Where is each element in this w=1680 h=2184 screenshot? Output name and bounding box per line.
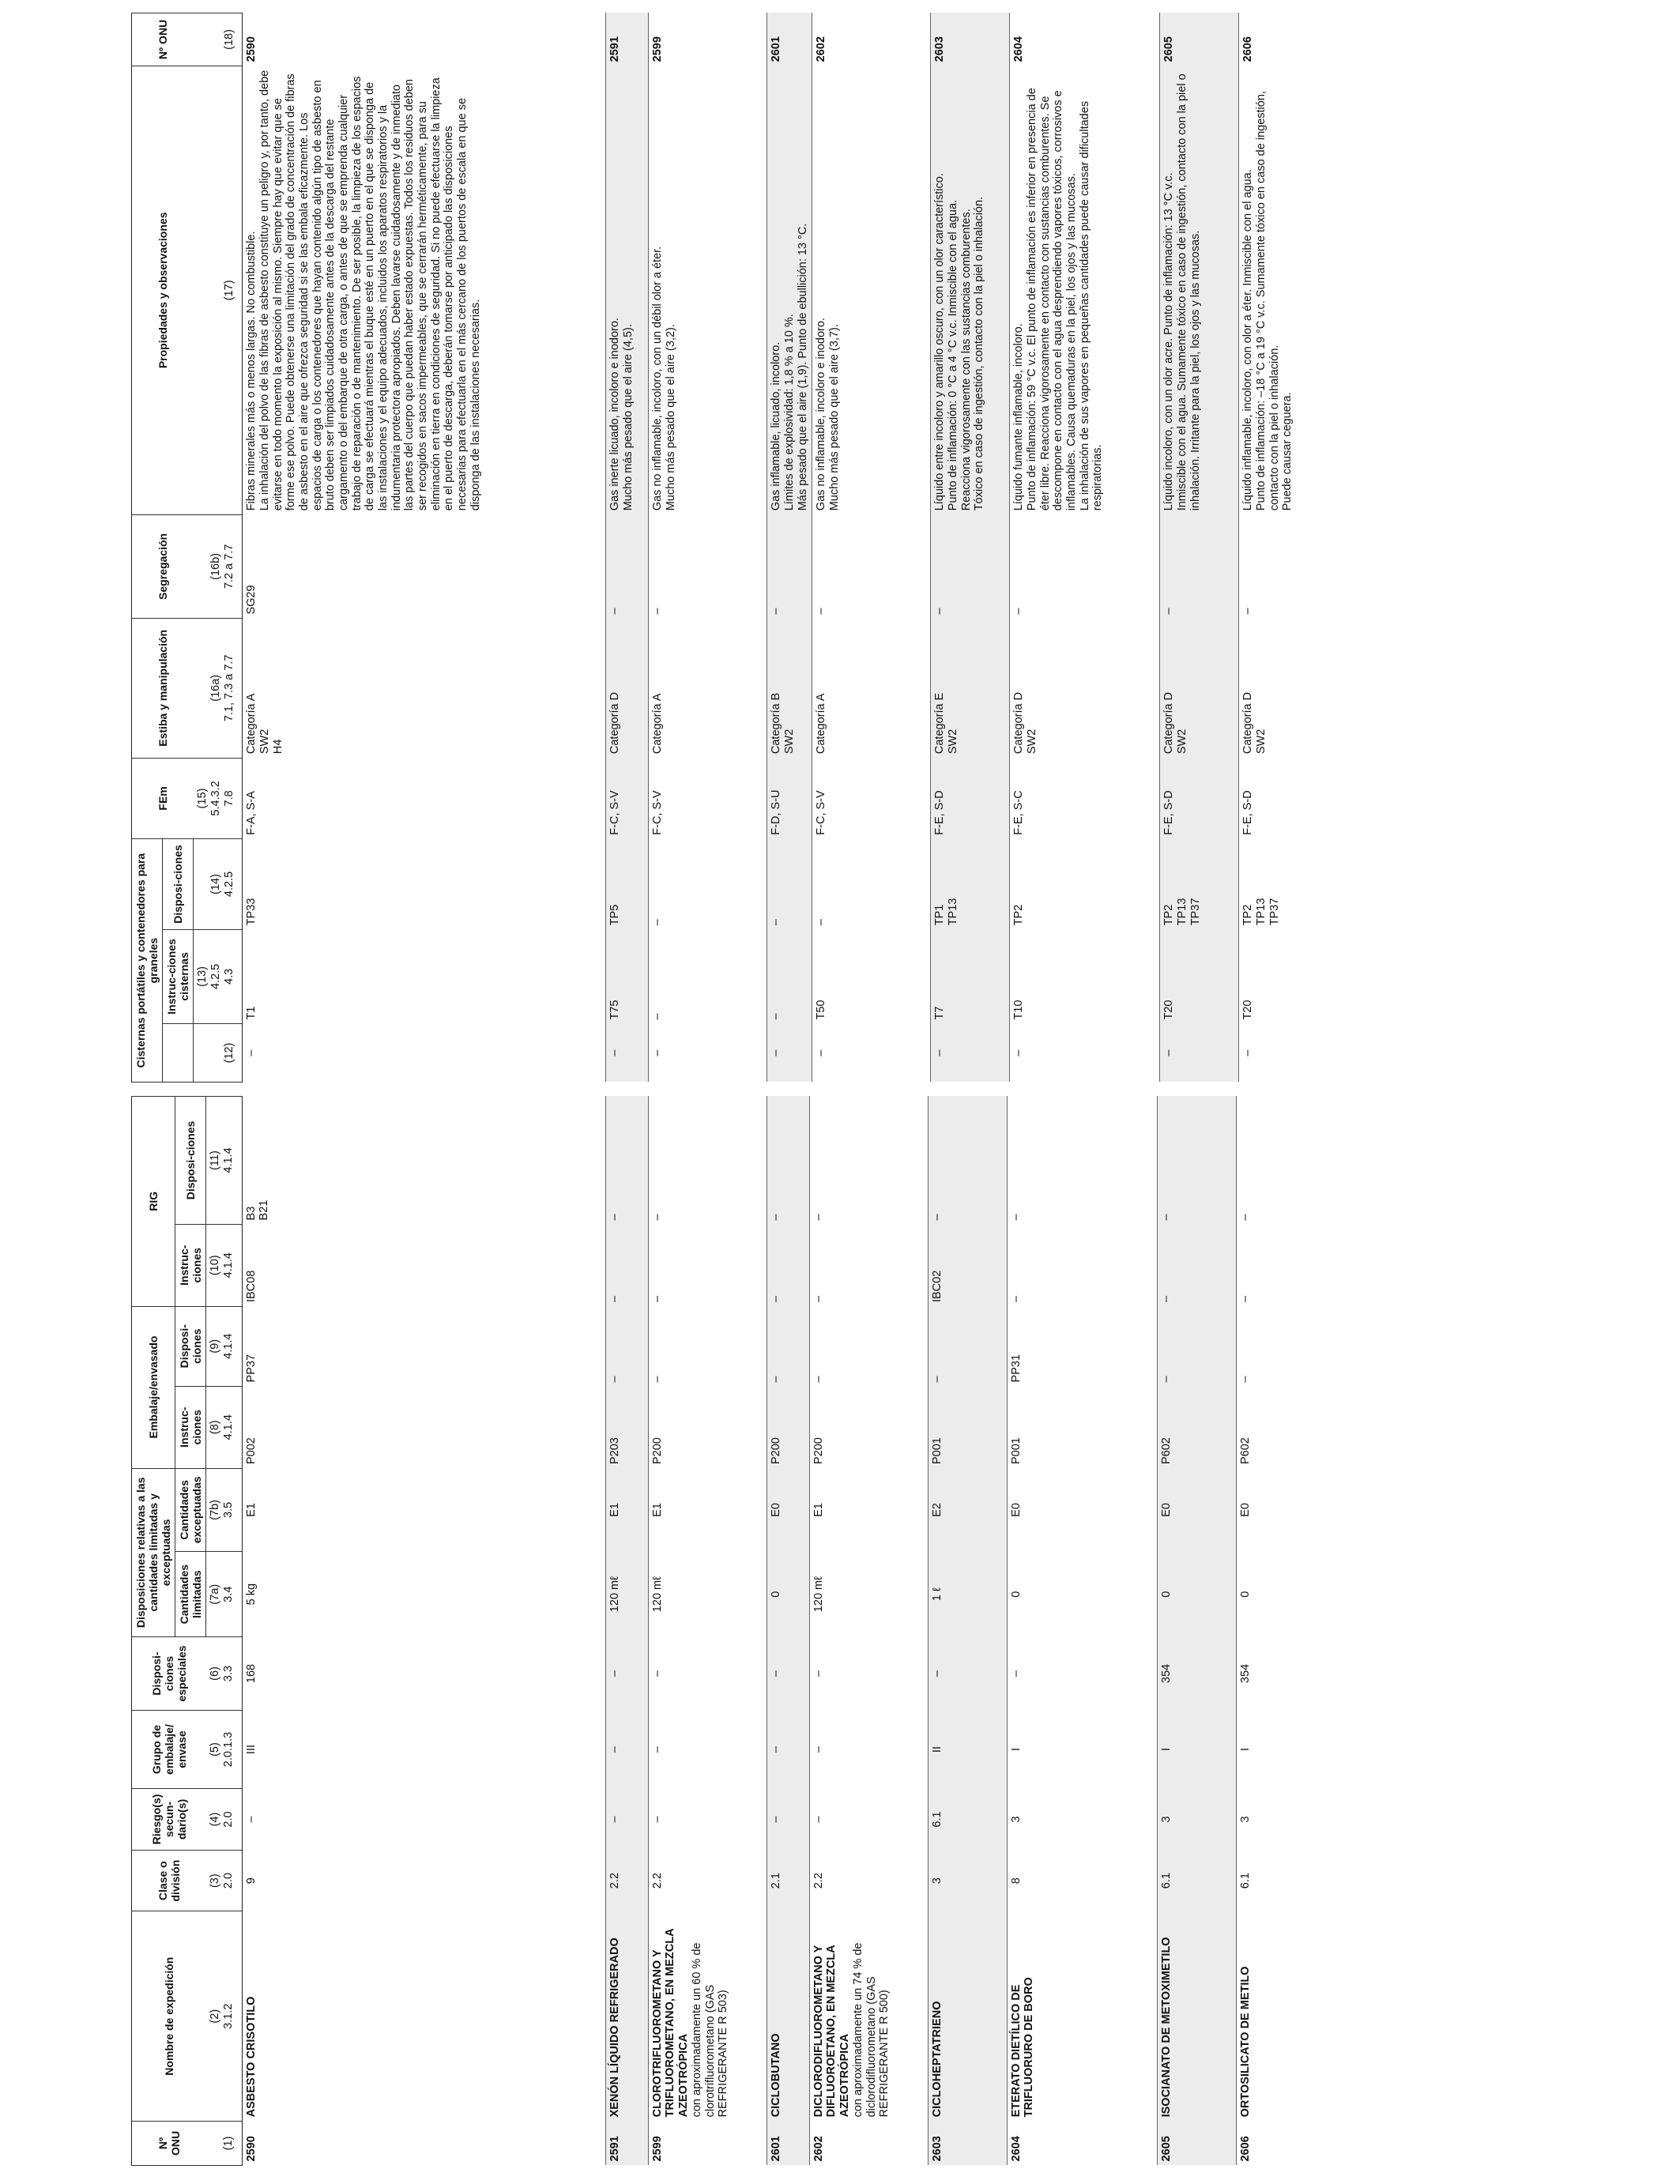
row-lq: 120 mℓ	[809, 1552, 928, 1637]
row-tank-prov: TP2 TP13 TP37	[1239, 839, 1315, 930]
row-pack-prov: –	[767, 1306, 809, 1386]
row-pack-instr: P200	[648, 1386, 767, 1468]
row-ems: F-E, S-C	[1010, 758, 1160, 839]
row-sp: –	[1007, 1637, 1157, 1711]
row-name	[767, 1911, 809, 2121]
row-props: Líquido incoloro, con un olor acre. Punto de inflamación: 13 °C v.c. Inmiscible con el agua. Sumamente tóxico en caso de ingestión, contacto con la piel o inhalación. Irritante para la piel, los ojos y las mucosas.	[1160, 66, 1239, 514]
row-stow: Categoría D	[606, 619, 649, 759]
table-row	[812, 13, 931, 1083]
header-tank-instr: Instruc-ciones cisternas	[163, 929, 194, 1023]
row-ibc-instr: –	[605, 1224, 648, 1306]
colnum-14: (14) 4.2.5	[194, 839, 243, 930]
colnum-15: (15) 5.4.3.2 7.8	[194, 758, 243, 839]
row-ibc-instr: –	[1157, 1224, 1236, 1306]
row-pg: I	[1157, 1710, 1236, 1788]
row-un: 2599	[648, 2121, 767, 2165]
row-tank-instr: T20	[1239, 929, 1315, 1023]
row-lq: 0	[1236, 1552, 1312, 1637]
row-tank-prov: –	[812, 839, 931, 930]
row-ibc-prov: –	[809, 1097, 928, 1225]
row-stow: Categoría A SW2 H4	[243, 619, 606, 759]
row-class: 9	[242, 1850, 605, 1911]
colnum-10: (10) 4.1.4	[206, 1224, 242, 1306]
table-row	[1236, 1097, 1312, 2166]
row-tank-prov: TP1 TP13	[931, 839, 1010, 930]
row-pg: –	[767, 1710, 809, 1788]
row-pack-instr: P200	[767, 1386, 809, 1468]
row-pack-instr: P200	[809, 1386, 928, 1468]
row-ems: F-E, S-D	[931, 758, 1010, 839]
row-seg: SG29	[243, 514, 606, 618]
row-props: Líquido entre incoloro y amarillo oscuro, con un olor característico. Punto de inflamación: 0 °C a 4 °C v.c. Inmiscible con el agua. Reacciona vigorosamente con las sustancias comburentes. Tóxico en caso de ingestión, contacto con la piel o inhalación.	[931, 66, 1010, 514]
row-name-sub: con aproximadamente un 74 % de diclorodifluorometano (GAS REFRIGERANTE R 500)	[851, 1942, 891, 2118]
header-class: Clase o división	[132, 1850, 206, 1911]
row-seg: –	[1160, 514, 1239, 618]
row-lq: 120 mℓ	[648, 1552, 767, 1637]
row-props: Gas inerte licuado, incoloro e inodoro. Mucho más pesado que el aire (4,5).	[606, 66, 649, 514]
row-class: 6.1	[1236, 1850, 1312, 1911]
left-table-block	[131, 1096, 1312, 2166]
row-un: 2606	[1236, 2121, 1312, 2165]
header-ibc-instr: Instruc-ciones	[175, 1224, 206, 1306]
row-eq: E1	[809, 1468, 928, 1552]
row-c12: –	[1160, 1024, 1239, 1083]
colnum-1: (1)	[206, 2121, 242, 2165]
colnum-11: (11) 4.1.4	[206, 1097, 242, 1225]
row-eq: E0	[1236, 1468, 1312, 1552]
colnum-7a: (7a) 3.4	[206, 1552, 242, 1637]
row-risk: 3	[1236, 1789, 1312, 1851]
colnum-9: (9) 4.1.4	[206, 1306, 242, 1386]
row-ems: F-C, S-V	[812, 758, 931, 839]
row-ibc-prov: –	[928, 1097, 1007, 1225]
row-c12: –	[1010, 1024, 1160, 1083]
row-tank-instr: T20	[1160, 929, 1239, 1023]
table-row	[605, 1097, 648, 2166]
row-ems: F-C, S-V	[606, 758, 649, 839]
row-class: 8	[1007, 1850, 1157, 1911]
row-un-right: 2606	[1239, 13, 1315, 66]
row-pg: III	[242, 1710, 605, 1788]
header-tanks: Cisternas portátiles y contenedores para graneles	[132, 839, 163, 1083]
table-row	[243, 13, 606, 1083]
row-risk: –	[809, 1789, 928, 1851]
row-lq: 120 mℓ	[605, 1552, 648, 1637]
table-row	[767, 13, 812, 1083]
colnum-5: (5) 2.0.1.3	[206, 1710, 242, 1788]
row-name	[809, 1911, 928, 2121]
row-name-main: ETERATO DIETÍLICO DE TRIFLUORURO DE BORO	[1009, 1977, 1036, 2118]
header-properties: Propiedades y observaciones	[132, 66, 194, 514]
row-risk: 3	[1007, 1789, 1157, 1851]
row-sp: 354	[1236, 1637, 1312, 1711]
colnum-2: (2) 3.1.2	[206, 1911, 242, 2121]
row-class: 3	[928, 1850, 1007, 1911]
row-tank-prov: –	[767, 839, 812, 930]
row-tank-instr: T7	[931, 929, 1010, 1023]
row-stow: Categoría E SW2	[931, 619, 1010, 759]
row-lq: 0	[1157, 1552, 1236, 1637]
header-un: Nº ONU	[132, 2121, 206, 2165]
row-un: 2605	[1157, 2121, 1236, 2165]
row-pack-instr: P602	[1157, 1386, 1236, 1468]
table-row	[931, 13, 1010, 1083]
row-sp: –	[809, 1637, 928, 1711]
header-tank-prov: Disposi-ciones	[163, 839, 194, 930]
row-ibc-prov: B3 B21	[242, 1097, 605, 1225]
row-un: 2591	[605, 2121, 648, 2165]
colnum-16a: (16a) 7.1, 7.3 a 7.7	[194, 619, 243, 759]
table-row	[1010, 13, 1160, 1083]
row-name-main: ISOCIANATO DE METOXIMETILO	[1159, 1937, 1173, 2118]
row-pack-instr: P001	[928, 1386, 1007, 1468]
row-props: Gas no inflamable, incoloro e inodoro. Mucho más pesado que el aire (3,7).	[812, 66, 931, 514]
row-sp: –	[767, 1637, 809, 1711]
row-tank-instr: T1	[243, 929, 606, 1023]
row-ibc-prov: –	[1007, 1097, 1157, 1225]
row-name-main: ASBESTO CRISOTILO	[244, 1996, 258, 2118]
row-tank-instr: T75	[606, 929, 649, 1023]
row-ems: F-E, S-D	[1160, 758, 1239, 839]
row-seg: –	[812, 514, 931, 618]
row-name	[1157, 1911, 1236, 2121]
row-sp: 354	[1157, 1637, 1236, 1711]
row-tank-prov: TP33	[243, 839, 606, 930]
row-ibc-instr: IBC02	[928, 1224, 1007, 1306]
right-table	[131, 13, 1315, 1083]
row-pack-instr: P001	[1007, 1386, 1157, 1468]
row-pack-instr: P002	[242, 1386, 605, 1468]
row-pack-instr: P203	[605, 1386, 648, 1468]
header-special-provisions: Disposi-ciones especiales	[132, 1637, 206, 1711]
row-risk: –	[648, 1789, 767, 1851]
colnum-7b: (7b) 3.5	[206, 1468, 242, 1552]
row-ibc-instr: –	[648, 1224, 767, 1306]
row-name	[1236, 1911, 1312, 2121]
row-props: Fibras minerales más o menos largas. No combustible. La inhalación del polvo de las fibras de asbesto constituye un peligro y, por tanto, debe evitarse en todo momento la exposición al mismo. Siempre hay que evitar que se forme ese polvo. Puede obtenerse una limitación del grado de concentración de fibras de asbesto en el aire que ofrezca seguridad si se las embala eficazmente. Los espacios de carga o los contenedores que hayan contenido algún tipo de asbesto en bruto deben ser limpiados cuidadosamente antes de la descarga del restante cargamento o del embarque de otra carga, o antes de que se emprenda cualquier trabajo de reparación o de mantenimiento. De ser posible, la limpieza de los espacios de carga se efectuará mientras el buque esté en un puerto en el que se disponga de las instalaciones y el equipo adecuados, incluidos los aparatos respiratorios y la indumentaria protectora apropiados. Deben lavarse cuidadosamente y de inmediato las partes del cuerpo que puedan haber estado expuestas. Todos los residuos deben ser recogidos en sacos impermeables, que se cerrarán herméticamente, para su eliminación en tierra en condiciones de seguridad. Si no puede efectuarse la limpieza en el puerto de descarga, deberán tomarse por anticipado las disposiciones necesarias para efectuarla en el más cercano de los puertos de escala en que se disponga de las instalaciones necesarias.	[243, 66, 606, 514]
row-seg: –	[1010, 514, 1160, 618]
table-row	[1160, 13, 1239, 1083]
row-ibc-instr: –	[1236, 1224, 1312, 1306]
colnum-3: (3) 2.0	[206, 1850, 242, 1911]
colnum-4: (4) 2.0	[206, 1789, 242, 1851]
row-class: 2.2	[648, 1850, 767, 1911]
row-risk: –	[605, 1789, 648, 1851]
row-un-right: 2603	[931, 13, 1010, 66]
table-row	[928, 1097, 1007, 2166]
header-name: Nombre de expedición	[132, 1911, 206, 2121]
row-name-main: XENÓN LÍQUIDO REFRIGERADO	[608, 1937, 621, 2118]
row-c12: –	[649, 1024, 767, 1083]
row-un-right: 2605	[1160, 13, 1239, 66]
header-pack-instr: Instruc-ciones	[175, 1386, 206, 1468]
row-pack-instr: P602	[1236, 1386, 1312, 1468]
row-risk: 3	[1157, 1789, 1236, 1851]
row-eq: E0	[1157, 1468, 1236, 1552]
row-ibc-instr: –	[767, 1224, 809, 1306]
row-props: Líquido inflamable, incoloro, con olor a éter. Inmiscible con el agua. Punto de inflamación: –18 °C a 19 °C v.c. Sumamente tóxico en caso de ingestión, contacto con la piel o inhalación. Puede causar ceguera.	[1239, 66, 1315, 514]
row-name	[242, 1911, 605, 2121]
row-c12: –	[1239, 1024, 1315, 1083]
row-pack-prov: PP31	[1007, 1306, 1157, 1386]
row-ems: F-E, S-D	[1239, 758, 1315, 839]
row-eq: E1	[648, 1468, 767, 1552]
colnum-12: (12)	[194, 1024, 243, 1083]
right-table-block	[131, 13, 1315, 1083]
row-ems: F-C, S-V	[649, 758, 767, 839]
row-tank-instr: T10	[1010, 929, 1160, 1023]
row-name	[605, 1911, 648, 2121]
row-tank-instr: –	[649, 929, 767, 1023]
row-name	[928, 1911, 1007, 2121]
row-pg: I	[1236, 1710, 1312, 1788]
row-un-right: 2601	[767, 13, 812, 66]
row-tank-prov: TP2	[1010, 839, 1160, 930]
row-c12: –	[243, 1024, 606, 1083]
row-ibc-prov: –	[767, 1097, 809, 1225]
row-c12: –	[606, 1024, 649, 1083]
row-name-main: DICLORODIFLUOROMETANO Y DIFLUOROETANO, EN MEZCLA AZEOTRÓPICA	[812, 1945, 852, 2118]
header-lq-group: Disposiciones relativas a las cantidades limitadas y exceptuadas	[132, 1468, 175, 1637]
row-un: 2602	[809, 2121, 928, 2165]
row-tank-prov: TP5	[606, 839, 649, 930]
header-blank	[163, 1024, 194, 1083]
header-stowage: Estiba y manipulación	[132, 619, 194, 759]
row-ibc-prov: –	[1157, 1097, 1236, 1225]
row-pack-prov: PP37	[242, 1306, 605, 1386]
header-ibc: RIG	[132, 1097, 175, 1307]
row-c12: –	[931, 1024, 1010, 1083]
row-name-main: CICLOHEPTATRIENO	[930, 2001, 944, 2118]
row-un: 2590	[242, 2121, 605, 2165]
colnum-17: (17)	[194, 66, 243, 514]
row-ems: F-D, S-U	[767, 758, 812, 839]
row-risk: –	[242, 1789, 605, 1851]
row-sp: –	[605, 1637, 648, 1711]
row-c12: –	[767, 1024, 812, 1083]
row-ibc-prov: –	[1236, 1097, 1312, 1225]
row-class: 2.2	[605, 1850, 648, 1911]
row-un-right: 2599	[649, 13, 767, 66]
table-row	[242, 1097, 605, 2166]
left-table-body	[242, 1097, 1312, 2166]
row-pg: –	[605, 1710, 648, 1788]
row-un: 2601	[767, 2121, 809, 2165]
row-tank-instr: T50	[812, 929, 931, 1023]
row-eq: E0	[767, 1468, 809, 1552]
row-seg: –	[1239, 514, 1315, 618]
row-pack-prov: –	[1236, 1306, 1312, 1386]
table-row	[767, 1097, 809, 2166]
row-class: 2.1	[767, 1850, 809, 1911]
table-row	[1239, 13, 1315, 1083]
table-row	[1157, 1097, 1236, 2166]
row-ibc-prov: –	[605, 1097, 648, 1225]
row-pack-prov: –	[1157, 1306, 1236, 1386]
row-eq: E1	[605, 1468, 648, 1552]
table-row	[648, 1097, 767, 2166]
row-pack-prov: –	[605, 1306, 648, 1386]
row-un: 2604	[1007, 2121, 1157, 2165]
row-eq: E1	[242, 1468, 605, 1552]
row-pg: I	[1007, 1710, 1157, 1788]
row-pack-prov: –	[928, 1306, 1007, 1386]
row-un-right: 2591	[606, 13, 649, 66]
colnum-8: (8) 4.1.4	[206, 1386, 242, 1468]
row-name-sub: con aproximadamente un 60 % de clorotrifluorometano (GAS REFRIGERANTE R 503)	[690, 1942, 730, 2118]
row-pack-prov: –	[648, 1306, 767, 1386]
row-stow: Categoría D SW2	[1160, 619, 1239, 759]
table-row	[649, 13, 767, 1083]
row-stow: Categoría A	[812, 619, 931, 759]
row-eq: E0	[1007, 1468, 1157, 1552]
header-ems: FEm	[132, 758, 194, 839]
header-segregation: Segregación	[132, 514, 194, 618]
colnum-18: (18)	[194, 13, 243, 66]
row-name-main: CLOROTRIFLUOROMETANO Y TRIFLUOROMETANO, EN MEZCLA AZEOTRÓPICA	[650, 1928, 691, 2118]
row-ibc-instr: IBC08	[242, 1224, 605, 1306]
row-stow: Categoría A	[649, 619, 767, 759]
left-table	[131, 1096, 1312, 2166]
row-lq: 1 ℓ	[928, 1552, 1007, 1637]
row-seg: –	[931, 514, 1010, 618]
row-risk: 6.1	[928, 1789, 1007, 1851]
row-name-main: ORTOSILICATO DE METILO	[1238, 1966, 1252, 2118]
row-tank-instr: –	[767, 929, 812, 1023]
header-packing-group: Grupo de embalaje/ envase	[132, 1710, 206, 1788]
row-un-right: 2590	[243, 13, 606, 66]
colnum-16b: (16b) 7.2 a 7.7	[194, 514, 243, 618]
row-ibc-prov: –	[648, 1097, 767, 1225]
table-row	[809, 1097, 928, 2166]
row-ibc-instr: –	[1007, 1224, 1157, 1306]
header-subrisk: Riesgo(s) secun-dario(s)	[132, 1789, 206, 1851]
row-stow: Categoría D SW2	[1010, 619, 1160, 759]
row-lq: 0	[767, 1552, 809, 1637]
row-un: 2603	[928, 2121, 1007, 2165]
header-un-right: Nº ONU	[132, 13, 194, 66]
row-sp: 168	[242, 1637, 605, 1711]
row-props: Líquido fumante inflamable, incoloro. Punto de inflamación: 59 °C v.c. El punto de inflamación es inferior en presencia de éter libre. Reacciona vigorosamente en contacto con sustancias comburentes. Se descompone en contacto con el agua desprendiendo vapores tóxicos, corrosivos e inflamables. Causa quemaduras en la piel, los ojos y las mucosas. La inhalación de sus vapores en pequeñas cantidades puede causar dificultades respiratorias.	[1010, 66, 1160, 514]
row-lq: 5 kg	[242, 1552, 605, 1637]
row-risk: –	[767, 1789, 809, 1851]
row-pg: –	[648, 1710, 767, 1788]
header-pack-prov: Disposi-ciones	[175, 1306, 206, 1386]
row-un-right: 2602	[812, 13, 931, 66]
row-class: 6.1	[1157, 1850, 1236, 1911]
row-ibc-instr: –	[809, 1224, 928, 1306]
row-sp: –	[648, 1637, 767, 1711]
row-stow: Categoría D SW2	[1239, 619, 1315, 759]
row-props: Gas inflamable, licuado, incoloro. Límites de explosividad: 1,8 % a 10 %. Más pesado que el aire (1,9). Punto de ebullición: 13 °C.	[767, 66, 812, 514]
row-name	[1007, 1911, 1157, 2121]
row-seg: –	[606, 514, 649, 618]
colnum-6: (6) 3.3	[206, 1637, 242, 1711]
row-lq: 0	[1007, 1552, 1157, 1637]
right-table-body	[243, 13, 1315, 1083]
row-tank-prov: –	[649, 839, 767, 930]
header-packing: Embalaje/envasado	[132, 1306, 175, 1468]
row-pg: –	[809, 1710, 928, 1788]
header-ibc-prov: Disposi-ciones	[175, 1097, 206, 1225]
row-seg: –	[649, 514, 767, 618]
row-tank-prov: TP2 TP13 TP37	[1160, 839, 1239, 930]
row-name-main: CICLOBUTANO	[769, 2033, 782, 2118]
row-un-right: 2604	[1010, 13, 1160, 66]
row-sp: –	[928, 1637, 1007, 1711]
row-seg: –	[767, 514, 812, 618]
colnum-13: (13) 4.2.5 4.3	[194, 929, 243, 1023]
row-props: Gas no inflamable, incoloro, con un débil olor a éter. Mucho más pesado que el aire (3,2).	[649, 66, 767, 514]
header-eq: Cantidades exceptuadas	[175, 1468, 206, 1552]
row-name	[648, 1911, 767, 2121]
row-pack-prov: –	[809, 1306, 928, 1386]
row-c12: –	[812, 1024, 931, 1083]
header-lq: Cantidades limitadas	[175, 1552, 206, 1637]
table-row	[1007, 1097, 1157, 2166]
row-stow: Categoría B SW2	[767, 619, 812, 759]
table-row	[606, 13, 649, 1083]
row-eq: E2	[928, 1468, 1007, 1552]
row-ems: F-A, S-A	[243, 758, 606, 839]
row-class: 2.2	[809, 1850, 928, 1911]
row-pg: II	[928, 1710, 1007, 1788]
